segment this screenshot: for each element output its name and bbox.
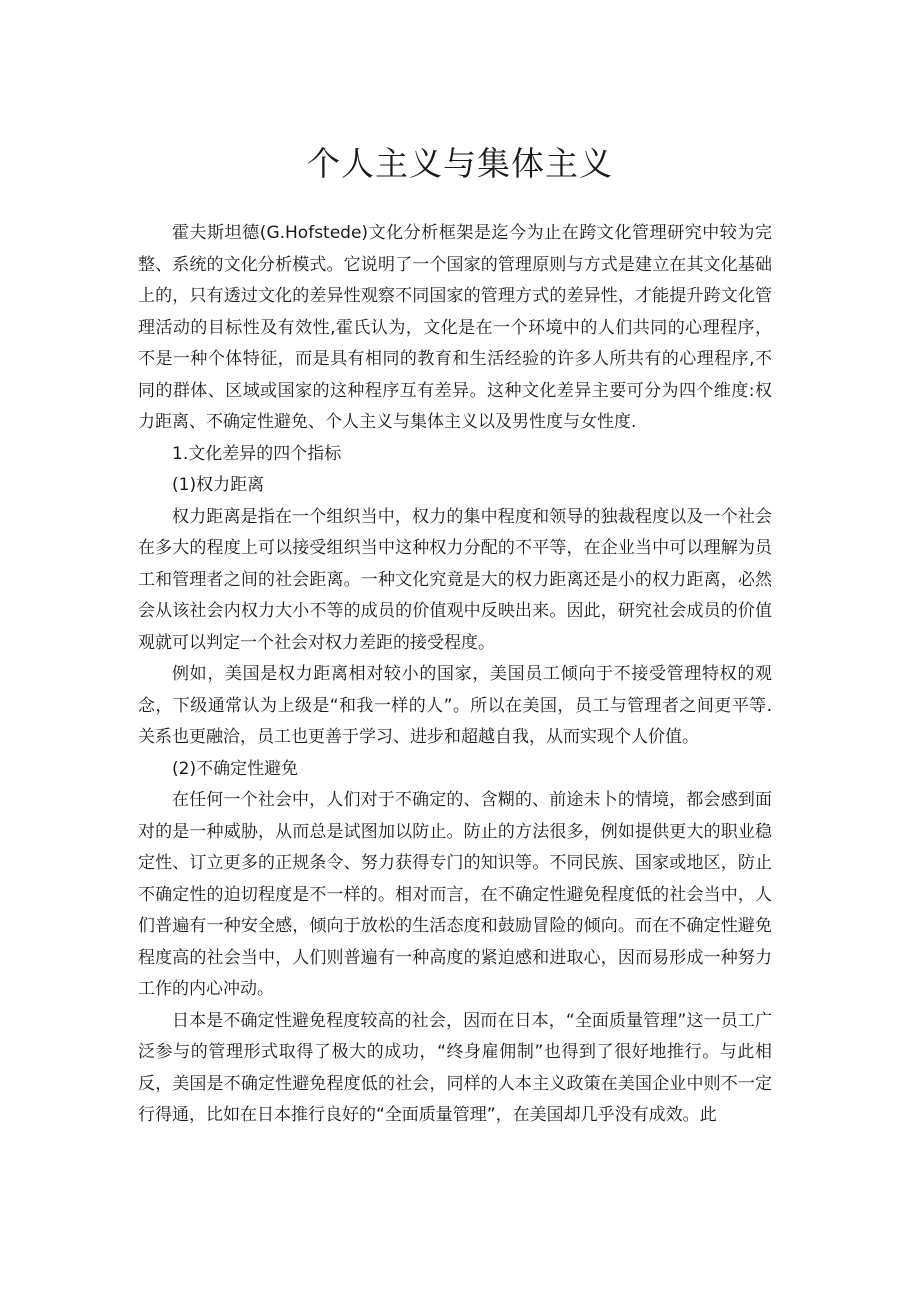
paragraph-japan-example: 日本是不确定性避免程度较高的社会，因而在日本，“全面质量管理”这一员工广泛参与的管理形式取得了极大的成功，“终身雇佣制”也得到了很好地推行。与此相反，美国是不确定性避免程度低的社会，同样的人本主义政策在美国企业中则不一定行得通，比如在日本推行良好的“全面质量管理”，在美国却几乎没有成效。此 (138, 1010, 772, 1125)
subsection-heading-uncertainty-avoidance: (2)不确定性避免 (172, 758, 299, 779)
paragraph-power-distance: 权力距离是指在一个组织当中，权力的集中程度和领导的独裁程度以及一个社会在多大的程度上可以接受组织当中这种权力分配的不平等，在企业当中可以理解为员工和管理者之间的社会距离。一种文化究竟是大的权力距离还是小的权力距离，必然会从该社会内权力大小不等的成员的价值观中反映出来。因此，研究社会成员的价值观就可以判定一个社会对权力差距的接受程度。 (138, 506, 772, 653)
section-heading: 1.文化差异的四个指标 (172, 443, 342, 464)
paragraph-us-example: 例如，美国是权力距离相对较小的国家，美国员工倾向于不接受管理特权的观念，下级通常认为上级是“和我一样的人”。所以在美国，员工与管理者之间更平等.关系也更融洽，员工也更善于学习、进步和超越自我，从而实现个人价值。 (138, 664, 772, 747)
paragraph-uncertainty-avoidance: 在任何一个社会中，人们对于不确定的、含糊的、前途未卜的情境，都会感到面对的是一种威胁，从而总是试图加以防止。防止的方法很多，例如提供更大的职业稳定性、订立更多的正规条令、努力获得专门的知识等。不同民族、国家或地区，防止不确定性的迫切程度是不一样的。相对而言，在不确定性避免程度低的社会当中，人们普遍有一种安全感，倾向于放松的生活态度和鼓励冒险的倾向。而在不确定性避免程度高的社会当中，人们则普遍有一种高度的紧迫感和进取心，因而易形成一种努力工作的内心冲动。 (138, 790, 772, 999)
paragraph-intro: 霍夫斯坦德(G.Hofstede)文化分析框架是迄今为止在跨文化管理研究中较为完整、系统的文化分析模式。它说明了一个国家的管理原则与方式是建立在其文化基础上的，只有透过文化的差异性观察不同国家的管理方式的差异性，才能提升跨文化管理活动的目标性及有效性,霍氏认为，文化是在一个环境中的人们共同的心理程序，不是一种个体特征，而是具有相同的教育和生活经验的许多人所共有的心理程序,不同的群体、区域或国家的这种程序互有差异。这种文化差异主要可分为四个维度:权力距离、不确定性避免、个人主义与集体主义以及男性度与女性度. (138, 223, 772, 432)
document-body (138, 218, 772, 1132)
document-title: 个人主义与集体主义 (307, 144, 613, 183)
subsection-heading-power-distance: (1)权力距离 (172, 475, 265, 495)
